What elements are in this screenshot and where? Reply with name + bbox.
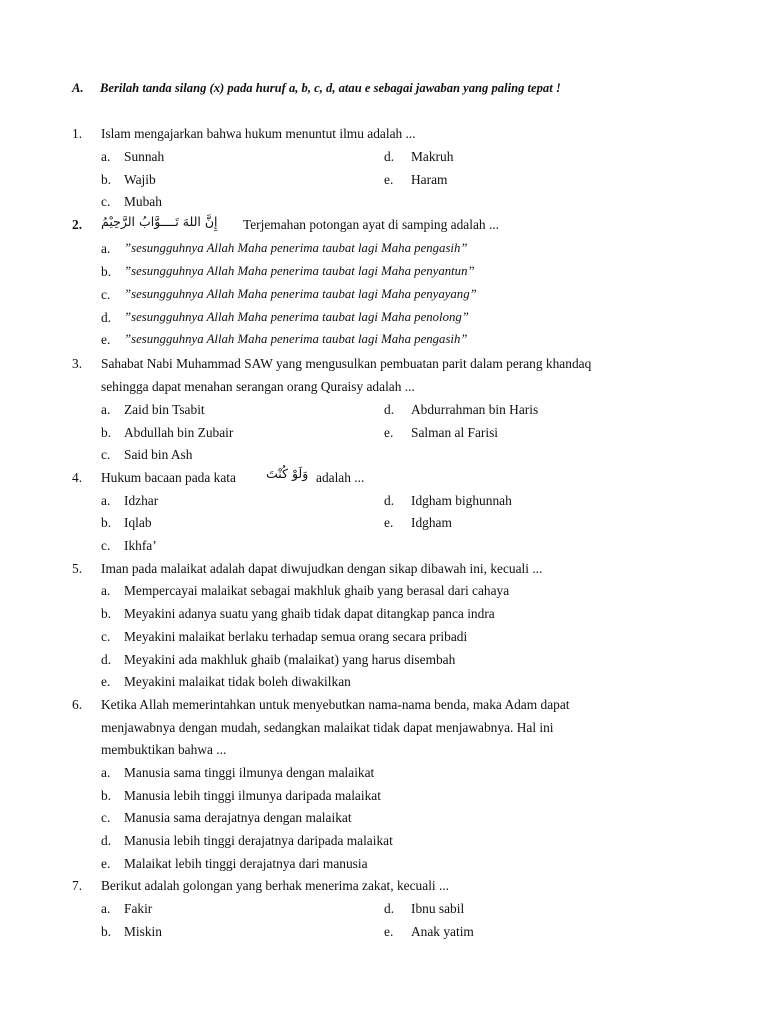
option-text[interactable]: Malaikat lebih tinggi derajatnya dari manusia — [124, 856, 368, 871]
option-text[interactable]: ”sesungguhnya Allah Maha penerima taubat lagi Maha pengasih” — [124, 241, 468, 255]
option-label[interactable]: e. — [101, 856, 111, 871]
question-text-line: Sahabat Nabi Muhammad SAW yang mengusulkan pembuatan parit dalam perang khandaq — [101, 356, 592, 371]
option-text[interactable]: Meyakini ada makhluk ghaib (malaikat) yang harus disembah — [124, 652, 456, 667]
option-label[interactable]: b. — [101, 425, 112, 440]
option-text[interactable]: Meyakini adanya suatu yang ghaib tidak dapat ditangkap panca indra — [124, 606, 495, 621]
question-number: 1. — [72, 126, 83, 141]
option-text[interactable]: Manusia sama derajatnya dengan malaikat — [124, 810, 352, 825]
option-text[interactable]: Wajib — [124, 172, 156, 187]
option-label[interactable]: c. — [101, 538, 111, 553]
section-label: A. — [72, 81, 84, 95]
option-label[interactable]: d. — [384, 901, 395, 916]
option-label[interactable]: e. — [384, 924, 394, 939]
option-text[interactable]: Said bin Ash — [124, 447, 193, 462]
option-text[interactable]: ”sesungguhnya Allah Maha penerima taubat lagi Maha pengasih” — [124, 332, 468, 346]
option-label[interactable]: b. — [101, 788, 112, 803]
option-text[interactable]: Ikhfa’ — [124, 538, 157, 553]
option-label[interactable]: a. — [101, 765, 111, 780]
option-label[interactable]: c. — [101, 287, 111, 302]
option-label[interactable]: d. — [384, 402, 395, 417]
question-text-end: adalah ... — [316, 470, 365, 485]
arabic-verse: إِنَّ اللهَ تَــــوَّابُ الرَّحِيْمُ — [101, 214, 218, 229]
option-label[interactable]: c. — [101, 810, 111, 825]
option-label[interactable]: d. — [101, 652, 112, 667]
option-label[interactable]: b. — [101, 606, 112, 621]
option-label[interactable]: a. — [101, 583, 111, 598]
option-label[interactable]: a. — [101, 402, 111, 417]
question-number: 5. — [72, 561, 83, 576]
option-text[interactable]: Zaid bin Tsabit — [124, 402, 205, 417]
option-label[interactable]: e. — [384, 425, 394, 440]
option-label[interactable]: d. — [384, 149, 395, 164]
option-text[interactable]: Anak yatim — [411, 924, 474, 939]
option-text[interactable]: Abdurrahman bin Haris — [411, 402, 539, 417]
option-text[interactable]: Meyakini malaikat berlaku terhadap semua orang secara pribadi — [124, 629, 468, 644]
instruction-text: Berilah tanda silang (x) pada huruf a, b, c, d, atau e sebagai jawaban yang paling tepat ! — [100, 81, 561, 95]
question-number: 4. — [72, 470, 83, 485]
option-text[interactable]: Idzhar — [124, 493, 159, 508]
option-label[interactable]: a. — [101, 149, 111, 164]
question-number: 6. — [72, 697, 83, 712]
option-text[interactable]: Abdullah bin Zubair — [124, 425, 234, 440]
option-label[interactable]: c. — [101, 194, 111, 209]
option-text[interactable]: Meyakini malaikat tidak boleh diwakilkan — [124, 674, 351, 689]
question-text: Iman pada malaikat adalah dapat diwujudkan dengan sikap dibawah ini, kecuali ... — [101, 561, 543, 576]
option-label[interactable]: c. — [101, 629, 111, 644]
question-number: 2. — [72, 217, 83, 232]
option-label[interactable]: e. — [384, 172, 394, 187]
option-label[interactable]: e. — [384, 515, 394, 530]
option-text[interactable]: Fakir — [124, 901, 153, 916]
option-label[interactable]: a. — [101, 901, 111, 916]
question-text: Islam mengajarkan bahwa hukum menuntut ilmu adalah ... — [101, 126, 416, 141]
option-text[interactable]: Miskin — [124, 924, 162, 939]
question-text-line: membuktikan bahwa ... — [101, 742, 227, 757]
option-label[interactable]: e. — [101, 674, 111, 689]
option-text[interactable]: Makruh — [411, 149, 454, 164]
question-text: Hukum bacaan pada kata — [101, 470, 236, 485]
arabic-word: وَلَوْ كُنْتَ — [266, 466, 309, 481]
option-label[interactable]: b. — [101, 515, 112, 530]
question-text-line: Ketika Allah memerintahkan untuk menyebutkan nama-nama benda, maka Adam dapat — [101, 697, 570, 712]
option-text[interactable]: ”sesungguhnya Allah Maha penerima taubat lagi Maha penolong” — [124, 310, 469, 324]
question-number: 3. — [72, 356, 83, 371]
option-text[interactable]: Idgham — [411, 515, 452, 530]
option-text[interactable]: Sunnah — [124, 149, 165, 164]
question-text-line: sehingga dapat menahan serangan orang Quraisy adalah ... — [101, 379, 415, 394]
option-text[interactable]: Haram — [411, 172, 448, 187]
option-text[interactable]: Manusia lebih tinggi ilmunya daripada malaikat — [124, 788, 381, 803]
option-text[interactable]: Manusia lebih tinggi derajatnya daripada malaikat — [124, 833, 393, 848]
option-label[interactable]: d. — [384, 493, 395, 508]
option-text[interactable]: Salman al Farisi — [411, 425, 499, 440]
option-label[interactable]: b. — [101, 924, 112, 939]
question-text-line: menjawabnya dengan mudah, sedangkan malaikat tidak dapat menjawabnya. Hal ini — [101, 720, 554, 735]
question-number: 7. — [72, 878, 83, 893]
option-text[interactable]: Mubah — [124, 194, 162, 209]
option-label[interactable]: d. — [101, 833, 112, 848]
option-text[interactable]: Manusia sama tinggi ilmunya dengan malaikat — [124, 765, 375, 780]
question-text: Berikut adalah golongan yang berhak menerima zakat, kecuali ... — [101, 878, 450, 893]
option-label[interactable]: e. — [101, 332, 111, 347]
option-label[interactable]: a. — [101, 241, 111, 256]
option-text[interactable]: Idgham bighunnah — [411, 493, 512, 508]
option-text[interactable]: Iqlab — [124, 515, 152, 530]
option-label[interactable]: b. — [101, 172, 112, 187]
option-text[interactable]: Mempercayai malaikat sebagai makhluk ghaib yang berasal dari cahaya — [124, 583, 510, 598]
option-label[interactable]: a. — [101, 493, 111, 508]
option-label[interactable]: d. — [101, 310, 112, 325]
option-text[interactable]: Ibnu sabil — [411, 901, 465, 916]
option-text[interactable]: ”sesungguhnya Allah Maha penerima taubat lagi Maha penyayang” — [124, 287, 477, 301]
option-label[interactable]: c. — [101, 447, 111, 462]
question-text: Terjemahan potongan ayat di samping adalah ... — [243, 217, 500, 232]
option-text[interactable]: ”sesungguhnya Allah Maha penerima taubat lagi Maha penyantun” — [124, 264, 475, 278]
option-label[interactable]: b. — [101, 264, 112, 279]
